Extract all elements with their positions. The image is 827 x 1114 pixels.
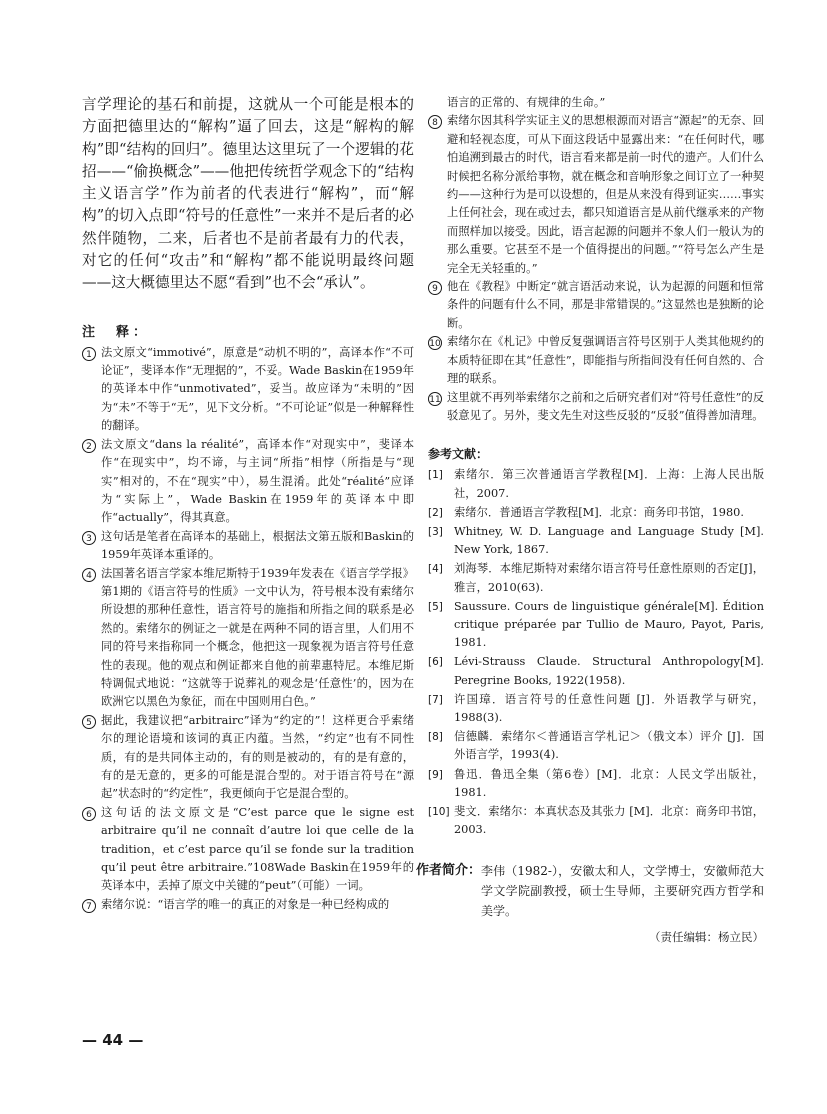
reference-text: 索绪尔．普通语言学教程[M]．北京：商务印书馆，1980. [454,505,744,519]
reference-item [428,728,764,764]
footnote-text: 这句话是笔者在高译本的基础上，根据法文第五版和Baskin的1959年英译本重译的。 [101,529,414,562]
footnote-text: 索绪尔因其科学实证主义的思想根源而对语言“源起”的无奈、回避和轻视态度，可从下面这段话中显露出来：“在任何时代，哪怕追溯到最古的时代，语言看来都是前一时代的遗产。人们什么时候把名称分派给事物，就在概念和音响形象之间订立了一种契约——这种行为是可以设想的，但是从来没有得到证实……事实上任何社会，现在或过去，都只知道语言是从前代继承来的产物而照样加以接受。因此，语言起源的问题并不象人们一般认为的那么重要。它甚至不是一个值得提出的问题。”“符号怎么产生是完全无关轻重的。” [447,114,764,275]
footnote-number: 5 [82,715,96,729]
reference-number: [5] [428,600,443,613]
notes-heading: 注 释： [82,324,151,340]
footnote-text: 他在《教程》中断定“就言语活动来说，认为起源的问题和恒常条件的问题有什么不同，那是非常错误的。”这显然也是独断的论断。 [447,280,764,330]
footnote-continuation: 语言的正常的、有规律的生命。” [447,96,606,109]
reference-item [428,598,764,653]
reference-text: Lévi-Strauss Claude. Structural Anthropology[M]. Peregrine Books, 1922(1958). [454,655,764,687]
reference-number: [4] [428,563,443,576]
reference-text: 索绪尔．第三次普通语言学教程[M]．上海：上海人民出版社，2007. [454,468,764,500]
reference-item [428,523,764,559]
footnote-text: 法文原文“dans la réalité”，高译本作“对现实中”，斐译本作“在现实中”，均不谛，与主词“所指”相悖（所指是与“现实”相对的，不在“现实”中），易生混淆。此处“réalité”应译为“实际上”，Wade Baskin在1959年的英译本中即作“actually”，得其真意。 [101,437,414,525]
author-text: 李伟（1982-），安徽太和人，文学博士，安徽师范大学文学院副教授，硕士生导师，主要研究西方哲学和美学。 [481,864,764,919]
footnote-number: 10 [428,336,442,350]
footnote-number: 7 [82,899,96,913]
footnote-number: 2 [82,439,96,453]
reference-number: [9] [428,768,443,781]
footnote-text: 据此，我建议把“arbitrairc”译为“约定的”！这样更合乎索绪尔的理论语境和该词的真正内蕴。当然，“约定”也有不同性质，有的是共同体主动的，有的则是被动的，有的是有意的，有的是无意的，更多的可能是混合型的。对于语言符号在“源起”状态时的“约定性”，我更倾向于它是混合型的。 [101,713,414,801]
body-paragraph: 言学理论的基石和前提，这就从一个可能是根本的方面把德里达的“解构”逼了回去，这是“解构的解构”即“结构的回归”。德里达这里玩了一个逻辑的花招——“偷换概念”——他把传统哲学观念下的“结构主义语言学”作为前者的代表进行“解构”，而“解构”的切入点即“符号的任意性”一来并不是后者的必然伴随物，二来，后者也不是前者最有力的代表，对它的任何“攻击”和“解构”都不能说明最终问题——这大概德里达不愿“看到”也不会“承认”。 [82,96,414,292]
reference-item [428,466,764,502]
responsible-editor: （责任编辑：杨立民） [649,930,764,945]
footnote-text: 法文原文“immotivé”，原意是“动机不明的”，高译本作“不可论证”，斐译本作“无理据的”，不妥。Wade Baskin在1959年的英译本中作“unmotivated”，妥当。故应译为“未明的”因为“未”不等于“无”，见下文分析。“不可论证”似是一种解释性的翻译。 [101,345,414,433]
footnote [82,436,414,528]
footnote-number: 3 [82,531,96,545]
reference-item [428,504,764,522]
reference-number: [1] [428,469,443,482]
footnote-text: 索绪尔说：“语言学的唯一的真正的对象是一种已经构成的 [101,897,390,911]
reference-text: 斐文．索绪尔：本真状态及其张力 [M]．北京：商务印书馆，2003. [454,804,764,837]
footnote [82,565,414,712]
reference-number: [2] [428,506,443,519]
footnote [82,804,414,896]
reference-number: [6] [428,656,443,669]
reference-item [428,653,764,689]
reference-item [428,803,764,839]
footnote-number: 6 [82,807,96,821]
page-number: — 44 — [82,1031,144,1049]
footnote [82,712,414,804]
footnote-number: 11 [428,392,442,406]
reference-text: 鲁迅．鲁迅全集（第6卷）[M]．北京：人民文学出版社，1981. [454,767,764,799]
references-heading: 参考文献： [428,447,489,462]
footnote [428,389,764,426]
footnote-text: 法国著名语言学家本维尼斯特于1939年发表在《语言学学报》第1期的《语言符号的性质》一文中认为，符号根本没有索绪尔所设想的那种任意性，语言符号的施指和所指之间的联系是必然的。索绪尔的例证之一就是在两种不同的语言里，人们用不同的符号来指称同一个概念，他把这一现象视为语言符号任意性的表现。他的观点和例证都来自他的前辈惠特尼。本维尼斯特调侃式地说：“这就等于说葬礼的观念是‘任意性’的，因为在欧洲它以黑色为象征，而在中国则用白色。” [101,566,414,709]
reference-number: [3] [428,525,443,538]
reference-text: 信德麟．索绪尔＜普通语言学札记＞（俄文本）评介 [J]．国外语言学，1993(4). [454,730,764,762]
right-column [416,94,764,945]
author-bio [416,861,764,921]
footnote-text: 索绪尔在《札记》中曾反复强调语言符号区别于人类其他规约的本质特征即在其“任意性”，即能指与所指间没有任何自然的、合理的联系。 [447,335,764,386]
footnote-text: 这里就不再列举索绪尔之前和之后研究者们对“符号任意性”的反驳意见了。另外，斐文先生对这些反驳的“反驳”值得善加清理。 [447,390,764,422]
reference-number: [7] [428,693,443,706]
footnote [82,896,414,914]
reference-number: [10] [428,805,450,818]
author-label: 作者简介： [416,863,482,879]
left-column [82,94,414,914]
reference-item [428,691,764,727]
footnote-text: 这句话的法文原文是“C’est parce que le signe est arbitraire qu’il ne connaît d’autre loi que celle de la tradition，et c’est parce qu’il se fonde sur la tradition qu’il peut être arbitraire.”108Wade Baskin在1959年的英译本中，丢掉了原文中关键的“peut”（可能）一词。 [101,805,414,893]
reference-text: 刘海琴．本维尼斯特对索绪尔语言符号任意性原则的否定[J]，雅言，2010(63). [454,562,764,594]
footnote-number: 4 [82,568,96,582]
footnote-number: 8 [428,115,442,129]
reference-text: 许国璋．语言符号的任意性问题 [J]．外语教学与研究，1988(3). [454,692,764,724]
footnote [82,344,414,436]
reference-number: [8] [428,731,443,744]
footnote-number: 9 [428,281,442,295]
footnote [428,278,764,333]
reference-item [428,766,764,802]
reference-text: Saussure. Cours de linguistique générale[M]. Édition critique préparée par Tullio de Mauro, Payot, Paris, 1981. [454,599,764,650]
reference-text: Whitney, W. D. Language and Language Study [M]. New York, 1867. [454,524,764,557]
footnote-number: 1 [82,347,96,361]
footnote [428,333,764,388]
reference-item [428,560,764,596]
footnote [82,528,414,565]
footnote [428,112,764,278]
